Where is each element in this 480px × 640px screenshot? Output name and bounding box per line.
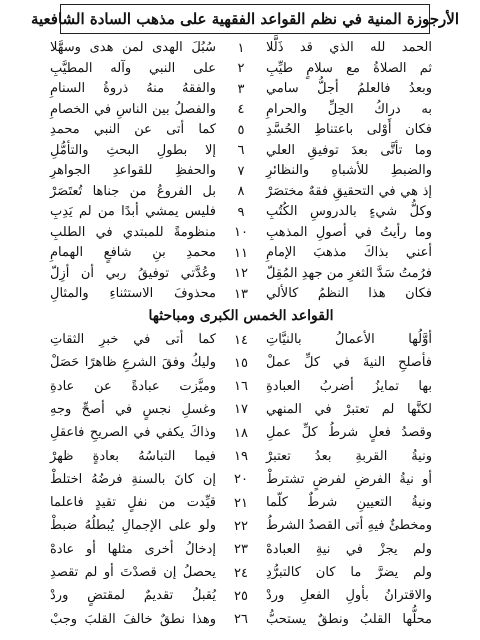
verse-number: ٢٤ <box>234 565 248 581</box>
verse-line <box>50 284 432 304</box>
verse-line <box>50 516 432 536</box>
verse-line <box>50 141 432 161</box>
verse-second-hemistich: محمدِ بنِ شافعٍ الهمامِ <box>50 245 216 260</box>
verse-first-hemistich: وكلُّ شيءٍ بالدروسِ الكُتُبِ <box>266 204 432 219</box>
verse-number: ٢١ <box>234 495 248 511</box>
verse-number: ١١ <box>234 245 248 261</box>
verse-line <box>50 79 432 99</box>
verse-second-hemistich: كما أتى في خبرِ الثقاتِ <box>50 332 216 347</box>
verse-line <box>50 447 432 467</box>
verse-second-hemistich: وذاكَ يكفي في الصريحِ فاعقلِ <box>50 425 216 441</box>
verse-second-hemistich: والحفظِ للقواعدِ الجواهرِ <box>50 163 216 178</box>
document-title: الأرجوزة المنية في نظم القواعد الفقهية على مذهب السادة الشافعية <box>60 4 430 34</box>
verse-first-hemistich: ثم الصلاةُ مع سلامٍ طيِّبِ <box>266 60 432 76</box>
verse-number: ٢٣ <box>234 542 248 558</box>
verse-second-hemistich: إن كانَ بالسنةِ فرضُهُ اختلطْ <box>50 471 216 487</box>
verse-first-hemistich: والاقترانُ بأولِ الفعلِ وردْ <box>266 588 432 604</box>
verse-second-hemistich: على النبي وآله المطيَّبِ <box>50 60 216 76</box>
verse-second-hemistich: والفصلُ بين الناسِ في الخصامِ <box>50 101 216 117</box>
poem-section-intro <box>50 38 432 308</box>
verse-first-hemistich: فرُمتُ سَدَّ الثغرِ من جهدِ المُقِلّ <box>266 265 432 281</box>
verse-first-hemistich: والضبطِ للأشباهِ والنظائرِ <box>266 163 432 178</box>
verse-line <box>50 243 432 263</box>
verse-first-hemistich: وبعدُ فالعلمُ أجلُّ سامي <box>266 81 432 96</box>
verse-number: ٥ <box>237 122 245 138</box>
verse-line <box>50 330 432 350</box>
verse-number: ٣ <box>237 81 245 97</box>
verse-second-hemistich: بل الفروعُ من جناها تُعتَصَرْ <box>50 183 216 199</box>
verse-line <box>50 377 432 397</box>
section-heading: القواعد الخمس الكبرى ومباحثها <box>148 308 334 324</box>
verse-line <box>50 400 432 420</box>
verse-first-hemistich: أعني بذاكَ مذهبَ الإمامِ <box>266 245 432 260</box>
verse-line <box>50 586 432 606</box>
verse-number: ١٨ <box>234 425 248 441</box>
verse-number: ١٩ <box>234 449 248 464</box>
verse-first-hemistich: ومخطئٌ فيهِ أتى القصدُ الشرطُ <box>266 518 432 534</box>
verse-first-hemistich: وما رأيتُ في أصولِ المذهبِ <box>266 224 432 240</box>
verse-number: ٢٠ <box>234 472 248 488</box>
verse-line <box>50 202 432 222</box>
verse-first-hemistich: إذ هي في التحقيقِ فقهٌ مختصَرْ <box>266 183 432 199</box>
verse-number: ١٠ <box>234 225 248 240</box>
verse-first-hemistich: ولم يضرَّ ما كان كالتبرُّدِ <box>266 565 432 580</box>
verse-number: ١٣ <box>234 286 248 302</box>
verse-line <box>50 223 432 243</box>
verse-line <box>50 161 432 181</box>
verse-line <box>50 100 432 120</box>
verse-line <box>50 59 432 79</box>
verse-second-hemistich: قيِّدت من نفلٍ تقيدٍ فاعلما <box>50 495 216 511</box>
verse-first-hemistich: ونيةُ القربةِ بعدُ تعتبرْ <box>266 448 432 464</box>
verse-first-hemistich: أو نيةُ الفرضِ لفرضٍ تشترطْ <box>266 471 432 487</box>
verse-number: ٢٥ <box>234 588 248 604</box>
verse-line <box>50 563 432 583</box>
verse-first-hemistich: به دراكُ الحِلِّ والحرامِ <box>266 101 432 117</box>
verse-second-hemistich: والفقهُ منهُ ذروةُ السنامِ <box>50 81 216 96</box>
verse-second-hemistich: كما أتى عن النبي محمدِ <box>50 122 216 137</box>
verse-second-hemistich: ولو على الإجمالِ يُبطلُهُ ضبطْ <box>50 518 216 534</box>
verse-second-hemistich: إدخالُ أخرى مثلها أو عادهْ <box>50 541 216 557</box>
verse-number: ١٢ <box>234 266 248 281</box>
verse-first-hemistich: الحمد لله الذي قد ذَلَّلا <box>266 40 432 55</box>
verse-second-hemistich: منظومةً للمبتدي في الطلبِ <box>50 224 216 240</box>
verse-line <box>50 470 432 490</box>
verse-number: ١٥ <box>234 355 248 371</box>
verse-first-hemistich: فأصلحِ النيةَ في كلِّ عملْ <box>266 355 432 371</box>
verse-line <box>50 120 432 140</box>
verse-first-hemistich: ونيةُ التعيينِ شرطٌ كلّما <box>266 495 432 511</box>
verse-second-hemistich: يحصلُ إن قصدْتَ أو لم تقصدِ <box>50 565 216 580</box>
verse-number: ٢٢ <box>234 518 248 534</box>
verse-line <box>50 182 432 202</box>
verse-second-hemistich: وليكُ وفقَ الشرعِ ظاهرًا حَصَلْ <box>50 355 216 371</box>
verse-line <box>50 493 432 513</box>
verse-line <box>50 610 432 630</box>
verse-first-hemistich: وقصدُ فعلٍ شرطُ كلِّ عملِ <box>266 425 432 441</box>
verse-line <box>50 353 432 373</box>
verse-line <box>50 264 432 284</box>
verse-second-hemistich: محذوفَ الاستثناءِ والمثالِ <box>50 286 216 301</box>
verse-number: ١ <box>237 40 245 56</box>
verse-second-hemistich: سُبُلَ الهدى لمن هدى وسهَّلا <box>50 40 216 55</box>
verse-first-hemistich: وما تأتَّى بعدَ توفيقِ العلي <box>266 142 432 158</box>
verse-second-hemistich: يُقبلُ تقديمٌ لمقتضٍ وردْ <box>50 588 216 604</box>
verse-first-hemistich: ولم يجزْ في نيةِ العبادهْ <box>266 541 432 557</box>
verse-second-hemistich: وميَّزت عبادةً عن عادةِ <box>50 378 216 394</box>
verse-number: ١٦ <box>234 379 248 395</box>
verse-second-hemistich: فيما التباسُهُ بعادةٍ ظهرْ <box>50 448 216 464</box>
verse-number: ٨ <box>237 184 245 199</box>
poem-section-rules <box>50 330 432 635</box>
verse-line <box>50 38 432 58</box>
verse-number: ٩ <box>237 204 245 220</box>
verse-number: ١٧ <box>234 402 248 418</box>
verse-second-hemistich: فليس يمشي أبدًا من لم يَدِبِ <box>50 204 216 219</box>
verse-line <box>50 540 432 560</box>
verse-number: ١٤ <box>234 332 248 348</box>
verse-line <box>50 423 432 443</box>
verse-number: ٢٦ <box>234 612 248 628</box>
verse-first-hemistich: أوَّلُها الأعمالُ بالنيَّاتِ <box>266 332 432 347</box>
verse-second-hemistich: إلا بطولِ البحثِ والتأمُّلِ <box>50 142 216 158</box>
verse-first-hemistich: محلُّها القلبُ ونطقٌ يستحبُّ <box>266 611 432 627</box>
verse-number: ٢ <box>237 61 245 76</box>
verse-number: ٧ <box>237 163 245 179</box>
verse-first-hemistich: فكان أَوْلى باعتناطِ الحُسَّدِ <box>266 122 432 137</box>
verse-second-hemistich: وهذا نطقٌ خالفَ القلبَ وجبْ <box>50 611 216 627</box>
verse-first-hemistich: لكنَّها لم تعتبرْ في المنهي <box>266 401 432 417</box>
verse-second-hemistich: وعُدَّتي توفيقُ ربي أن أزِلّ <box>50 265 216 281</box>
verse-number: ٦ <box>237 143 245 158</box>
verse-second-hemistich: وغسلِ نجسٍ في أصحِّ وجهِ <box>50 401 216 417</box>
verse-first-hemistich: فكان هذا النظمُ كالألي <box>266 286 432 301</box>
verse-number: ٤ <box>237 102 245 117</box>
verse-first-hemistich: بها تمايزُ أضربُ العبادةِ <box>266 378 432 394</box>
